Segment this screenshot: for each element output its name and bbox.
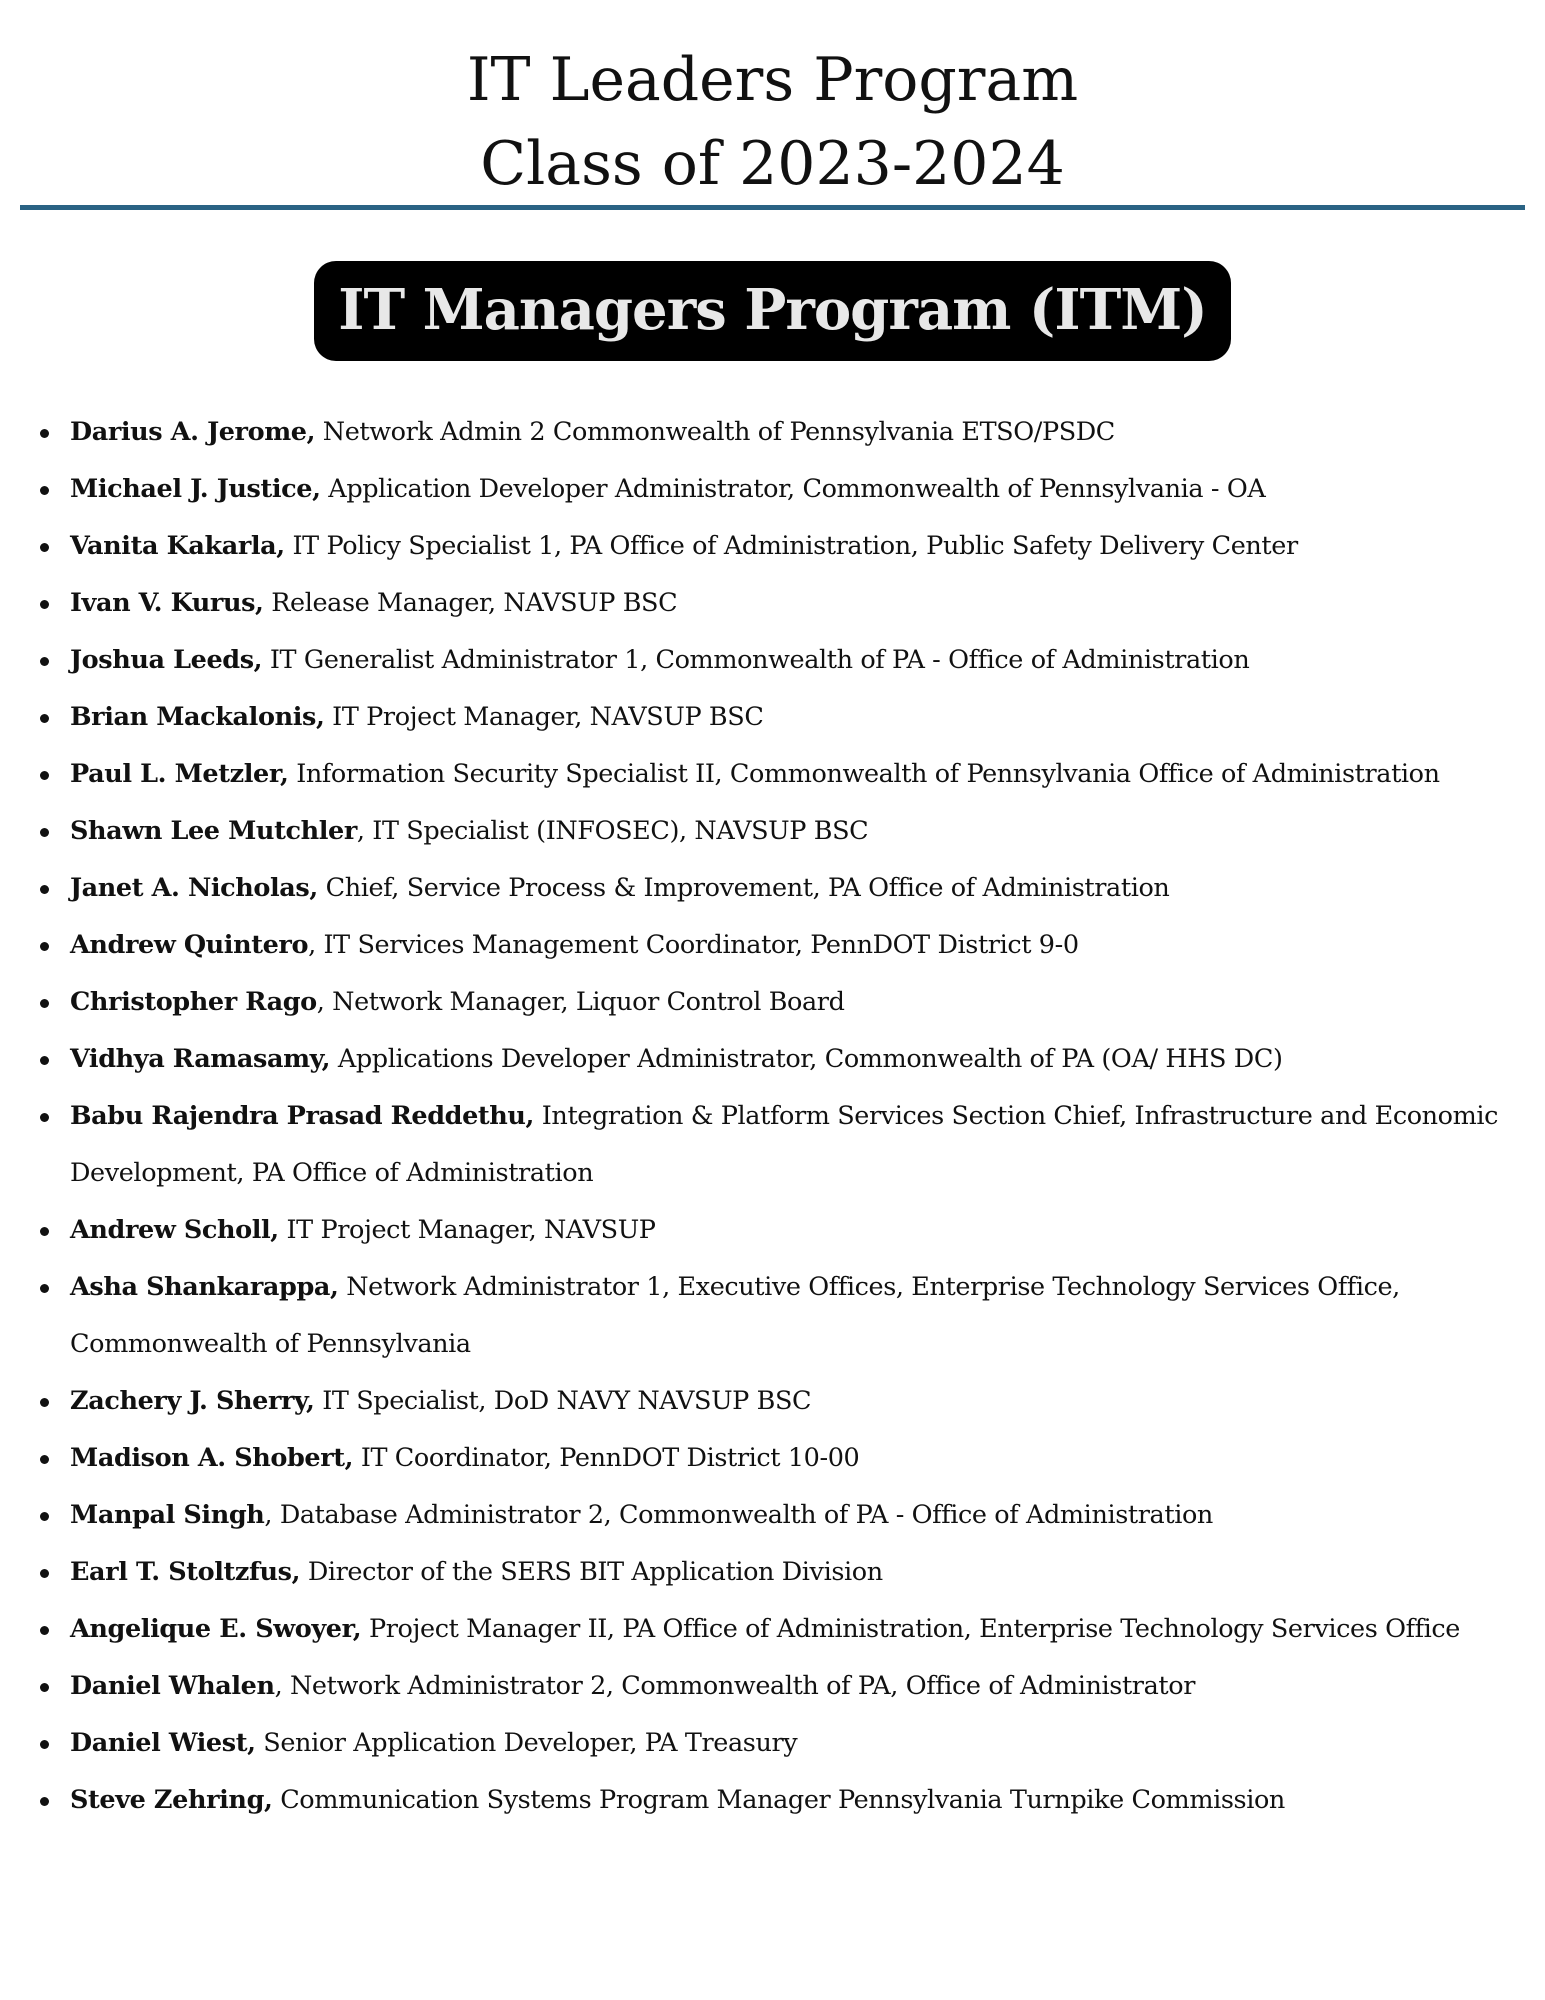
member-name: Steve Zehring, bbox=[70, 1785, 273, 1815]
member-name: Vanita Kakarla, bbox=[70, 531, 285, 561]
member-list-item bbox=[70, 1715, 1525, 1772]
member-list-item bbox=[70, 746, 1525, 803]
member-details: , IT Specialist (INFOSEC), NAVSUP BSC bbox=[356, 816, 869, 846]
member-name: Zachery J. Sherry, bbox=[70, 1386, 315, 1416]
member-name: Christopher Rago bbox=[70, 987, 317, 1017]
member-name: Ivan V. Kurus, bbox=[70, 588, 264, 618]
member-name: Manpal Singh bbox=[70, 1500, 265, 1530]
member-list-item bbox=[70, 1259, 1525, 1373]
member-details: Chief, Service Process & Improvement, PA Office of Administration bbox=[317, 873, 1170, 903]
member-details: , Database Administrator 2, Commonwealth of PA - Office of Administration bbox=[264, 1500, 1213, 1530]
member-list-item bbox=[70, 1031, 1525, 1088]
member-name: Madison A. Shobert, bbox=[70, 1443, 354, 1473]
member-details: , Network Manager, Liquor Control Board bbox=[316, 987, 845, 1017]
member-name: Vidhya Ramasamy, bbox=[70, 1044, 331, 1074]
member-list-item bbox=[70, 917, 1525, 974]
member-details: IT Coordinator, PennDOT District 10-00 bbox=[353, 1443, 860, 1473]
member-details: Senior Application Developer, PA Treasury bbox=[255, 1728, 798, 1758]
member-name: Darius A. Jerome, bbox=[70, 417, 316, 447]
member-name: Asha Shankarappa, bbox=[70, 1272, 339, 1302]
page-title: IT Leaders Program bbox=[466, 45, 1079, 115]
member-list-item bbox=[70, 518, 1525, 575]
member-list-item bbox=[70, 404, 1525, 461]
member-name: Daniel Whalen bbox=[70, 1671, 275, 1701]
member-list-item bbox=[70, 1772, 1525, 1829]
member-list-item bbox=[70, 575, 1525, 632]
member-list-item bbox=[70, 1544, 1525, 1601]
section-heading-wrap bbox=[0, 261, 1545, 361]
member-name: Brian Mackalonis, bbox=[70, 702, 325, 732]
member-list-item bbox=[70, 1202, 1525, 1259]
member-list-item bbox=[70, 803, 1525, 860]
member-list-item bbox=[70, 689, 1525, 746]
member-list-item bbox=[70, 1088, 1525, 1202]
member-list-item bbox=[70, 632, 1525, 689]
member-name: Michael J. Justice, bbox=[70, 474, 321, 504]
section-heading: IT Managers Program (ITM) bbox=[314, 261, 1230, 361]
member-details: Application Developer Administrator, Commonwealth of Pennsylvania - OA bbox=[320, 474, 1266, 504]
member-name: Andrew Scholl, bbox=[70, 1215, 279, 1245]
page-subtitle: Class of 2023-2024 bbox=[480, 129, 1065, 199]
member-details: Network Administrator 1, Executive Offices, Enterprise Technology Services Office, Commonwealth of Pennsylvania bbox=[70, 1272, 1400, 1359]
member-list-item bbox=[70, 1601, 1525, 1658]
member-list-item bbox=[70, 1658, 1525, 1715]
member-list-item bbox=[70, 974, 1525, 1031]
member-details: Network Admin 2 Commonwealth of Pennsylvania ETSO/PSDC bbox=[315, 417, 1115, 447]
member-details: , IT Services Management Coordinator, PennDOT District 9-0 bbox=[308, 930, 1079, 960]
member-details: Integration & Platform Services Section Chief, Infrastructure and Economic Development, PA Office of Administration bbox=[70, 1101, 1499, 1188]
member-list-item bbox=[70, 1373, 1525, 1430]
member-details: IT Generalist Administrator 1, Commonwealth of PA - Office of Administration bbox=[262, 645, 1250, 675]
member-list-item bbox=[70, 1487, 1525, 1544]
member-details: IT Project Manager, NAVSUP bbox=[278, 1215, 656, 1245]
page-header bbox=[0, 38, 1545, 206]
member-list-item bbox=[70, 461, 1525, 518]
member-name: Andrew Quintero bbox=[70, 930, 309, 960]
member-name: Daniel Wiest, bbox=[70, 1728, 256, 1758]
member-name: Angelique E. Swoyer, bbox=[70, 1614, 362, 1644]
member-details: Applications Developer Administrator, Commonwealth of PA (OA/ HHS DC) bbox=[330, 1044, 1283, 1074]
member-name: Janet A. Nicholas, bbox=[70, 873, 318, 903]
member-name: Babu Rajendra Prasad Reddethu, bbox=[70, 1101, 535, 1131]
header-divider bbox=[20, 205, 1525, 210]
member-details: IT Policy Specialist 1, PA Office of Administration, Public Safety Delivery Center bbox=[284, 531, 1298, 561]
member-details: Communication Systems Program Manager Pennsylvania Turnpike Commission bbox=[272, 1785, 1285, 1815]
member-details: Information Security Specialist II, Commonwealth of Pennsylvania Office of Administration bbox=[288, 759, 1440, 789]
member-details: Project Manager II, PA Office of Administration, Enterprise Technology Services Office bbox=[361, 1614, 1461, 1644]
member-name: Paul L. Metzler, bbox=[70, 759, 289, 789]
member-name: Earl T. Stoltzfus, bbox=[70, 1557, 301, 1587]
member-details: IT Project Manager, NAVSUP BSC bbox=[324, 702, 764, 732]
member-list-item bbox=[70, 860, 1525, 917]
member-name: Joshua Leeds, bbox=[70, 645, 263, 675]
member-name: Shawn Lee Mutchler bbox=[70, 816, 357, 846]
member-details: IT Specialist, DoD NAVY NAVSUP BSC bbox=[314, 1386, 812, 1416]
member-details: Director of the SERS BIT Application Division bbox=[300, 1557, 883, 1587]
member-list bbox=[0, 404, 1525, 1829]
member-list-item bbox=[70, 1430, 1525, 1487]
member-details: , Network Administrator 2, Commonwealth of PA, Office of Administrator bbox=[274, 1671, 1195, 1701]
member-details: Release Manager, NAVSUP BSC bbox=[263, 588, 678, 618]
